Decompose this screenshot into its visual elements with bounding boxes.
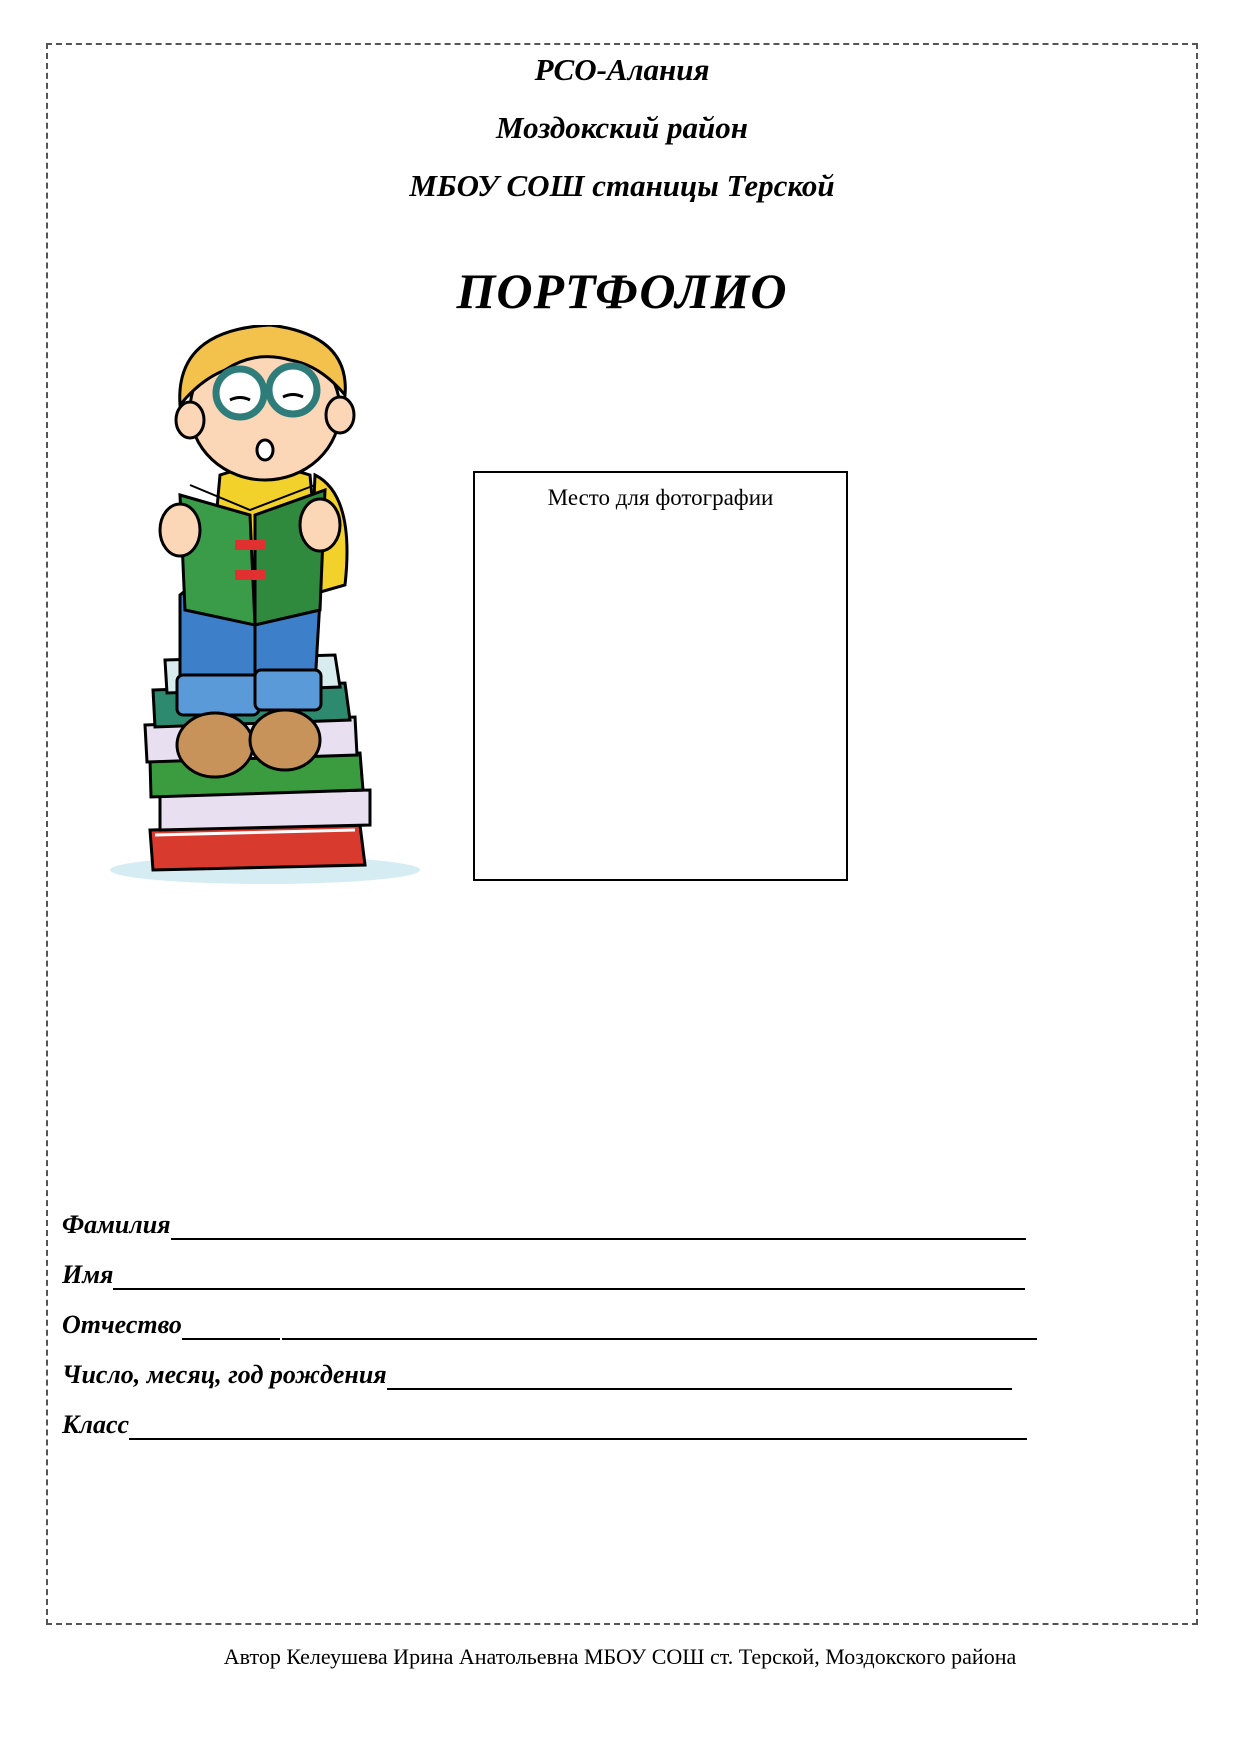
form-label-name: Имя: [62, 1260, 114, 1289]
form-field-name: [62, 1260, 1025, 1290]
header-region: РСО-Алания: [534, 52, 710, 87]
form-label-birthdate: Число, месяц, год рождения: [62, 1360, 387, 1389]
form-field-surname: [62, 1210, 1026, 1240]
page-title: ПОРТФОЛИО: [456, 263, 788, 319]
form-line-birthdate[interactable]: [387, 1362, 1012, 1390]
header-school: МБОУ СОШ станицы Терской: [409, 168, 835, 203]
form-line-name[interactable]: [113, 1262, 1025, 1290]
form-label-patronymic: Отчество: [62, 1310, 182, 1339]
form-field-class: [62, 1410, 1027, 1440]
form-field-birthdate: [62, 1360, 1012, 1390]
author-footer: Автор Келеушева Ирина Анатольевна МБОУ СОШ ст. Терской, Моздокского района: [223, 1644, 1017, 1669]
form-line-surname[interactable]: [171, 1212, 1026, 1240]
form-label-class: Класс: [62, 1410, 130, 1439]
photo-placeholder-label: Место для фотографии: [547, 485, 774, 510]
form-field-patronymic: [62, 1310, 1037, 1340]
form-line-class[interactable]: [129, 1412, 1027, 1440]
form-label-surname: Фамилия: [62, 1210, 171, 1239]
photo-placeholder-box: [473, 471, 848, 881]
form-line-patronymic-2[interactable]: [282, 1312, 1037, 1340]
boy-reading-book-on-books-illustration: [105, 325, 435, 885]
form-line-patronymic-1[interactable]: [182, 1312, 280, 1340]
header-district: Моздокский район: [496, 110, 748, 145]
